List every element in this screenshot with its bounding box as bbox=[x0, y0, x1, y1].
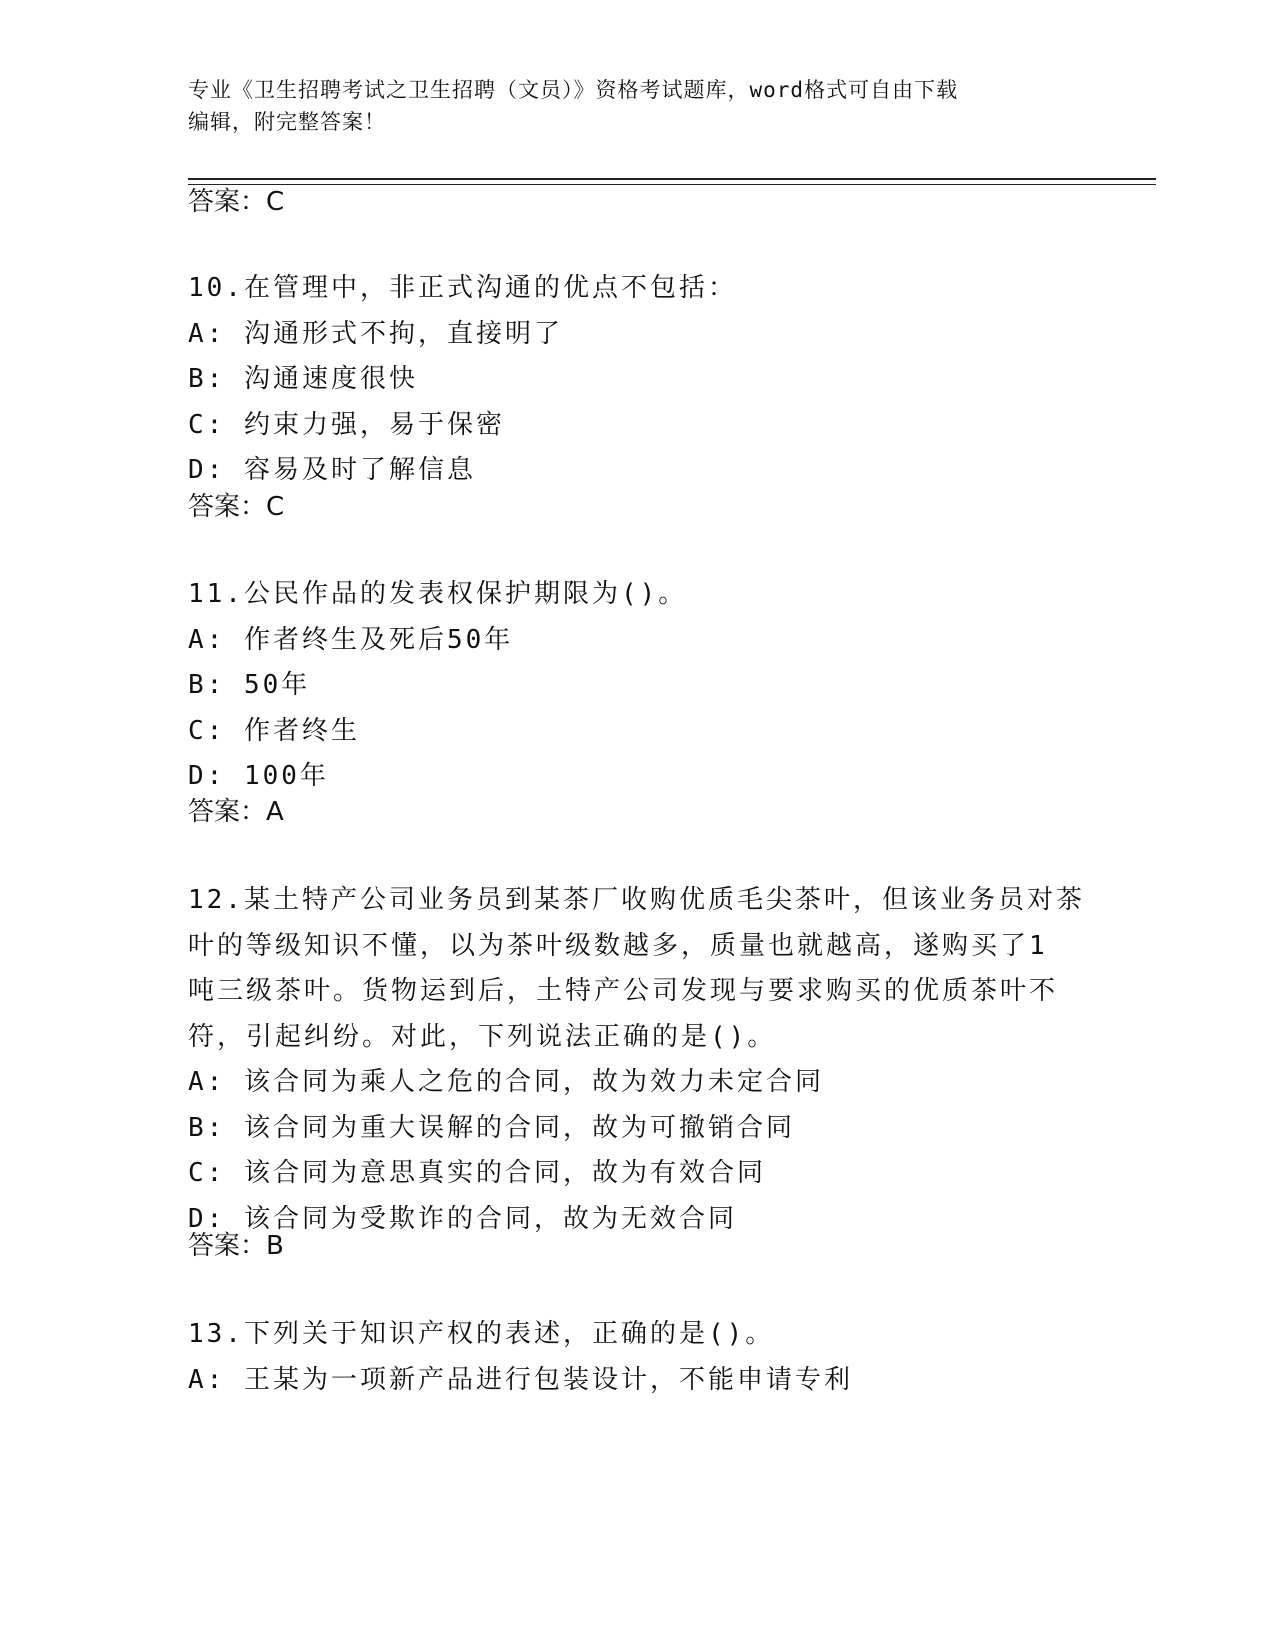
question-stem-line-1: 12.某土特产公司业务员到某茶厂收购优质毛尖茶叶，但该业务员对茶 bbox=[188, 885, 1085, 915]
header-line-2: 编辑，附完整答案！ bbox=[188, 110, 386, 134]
question-stem: 13.下列关于知识产权的表述，正确的是()。 bbox=[188, 1319, 775, 1349]
question-stem: 10.在管理中，非正式沟通的优点不包括： bbox=[188, 273, 737, 303]
option-b: B: 沟通速度很快 bbox=[188, 364, 418, 394]
header-divider-thin bbox=[188, 184, 1156, 185]
option-a: A: 王某为一项新产品进行包装设计，不能申请专利 bbox=[188, 1364, 853, 1395]
option-c: C: 该合同为意思真实的合同，故为有效合同 bbox=[188, 1158, 766, 1188]
option-c: C: 作者终生 bbox=[188, 715, 360, 746]
question-stem-line-4: 符，引起纠纷。对此，下列说法正确的是()。 bbox=[188, 1021, 777, 1052]
document-header bbox=[188, 74, 1088, 138]
answer-11: 答案：A bbox=[188, 797, 284, 827]
question-stem-line-3: 吨三级茶叶。货物运到后，土特产公司发现与要求购买的优质茶叶不 bbox=[188, 976, 1059, 1006]
answer-previous: 答案：C bbox=[188, 187, 285, 217]
option-a: A: 该合同为乘人之危的合同，故为效力未定合同 bbox=[188, 1067, 824, 1097]
question-stem: 11.公民作品的发表权保护期限为()。 bbox=[188, 579, 688, 609]
option-d: D: 该合同为受欺诈的合同，故为无效合同 bbox=[188, 1203, 737, 1234]
option-b: B: 该合同为重大误解的合同，故为可撤销合同 bbox=[188, 1112, 795, 1143]
question-11 bbox=[188, 572, 1088, 800]
option-a: A: 作者终生及死后50年 bbox=[188, 624, 514, 655]
question-13 bbox=[188, 1312, 1088, 1403]
header-line-1: 专业《卫生招聘考试之卫生招聘（文员）》资格考试题库，word格式可自由下载 bbox=[188, 78, 959, 102]
option-d: D: 容易及时了解信息 bbox=[188, 455, 476, 485]
option-b: B: 50年 bbox=[188, 670, 311, 700]
option-d: D: 100年 bbox=[188, 761, 329, 791]
option-c: C: 约束力强，易于保密 bbox=[188, 409, 505, 440]
option-a: A: 沟通形式不拘，直接明了 bbox=[188, 318, 563, 349]
question-12 bbox=[188, 878, 1088, 1242]
answer-10: 答案：C bbox=[188, 492, 285, 522]
question-stem-line-2: 叶的等级知识不懂，以为茶叶级数越多，质量也就越高，遂购买了1 bbox=[188, 930, 1048, 961]
header-divider-thick bbox=[188, 178, 1156, 180]
question-10 bbox=[188, 266, 1088, 494]
answer-12: 答案：B bbox=[188, 1231, 284, 1261]
